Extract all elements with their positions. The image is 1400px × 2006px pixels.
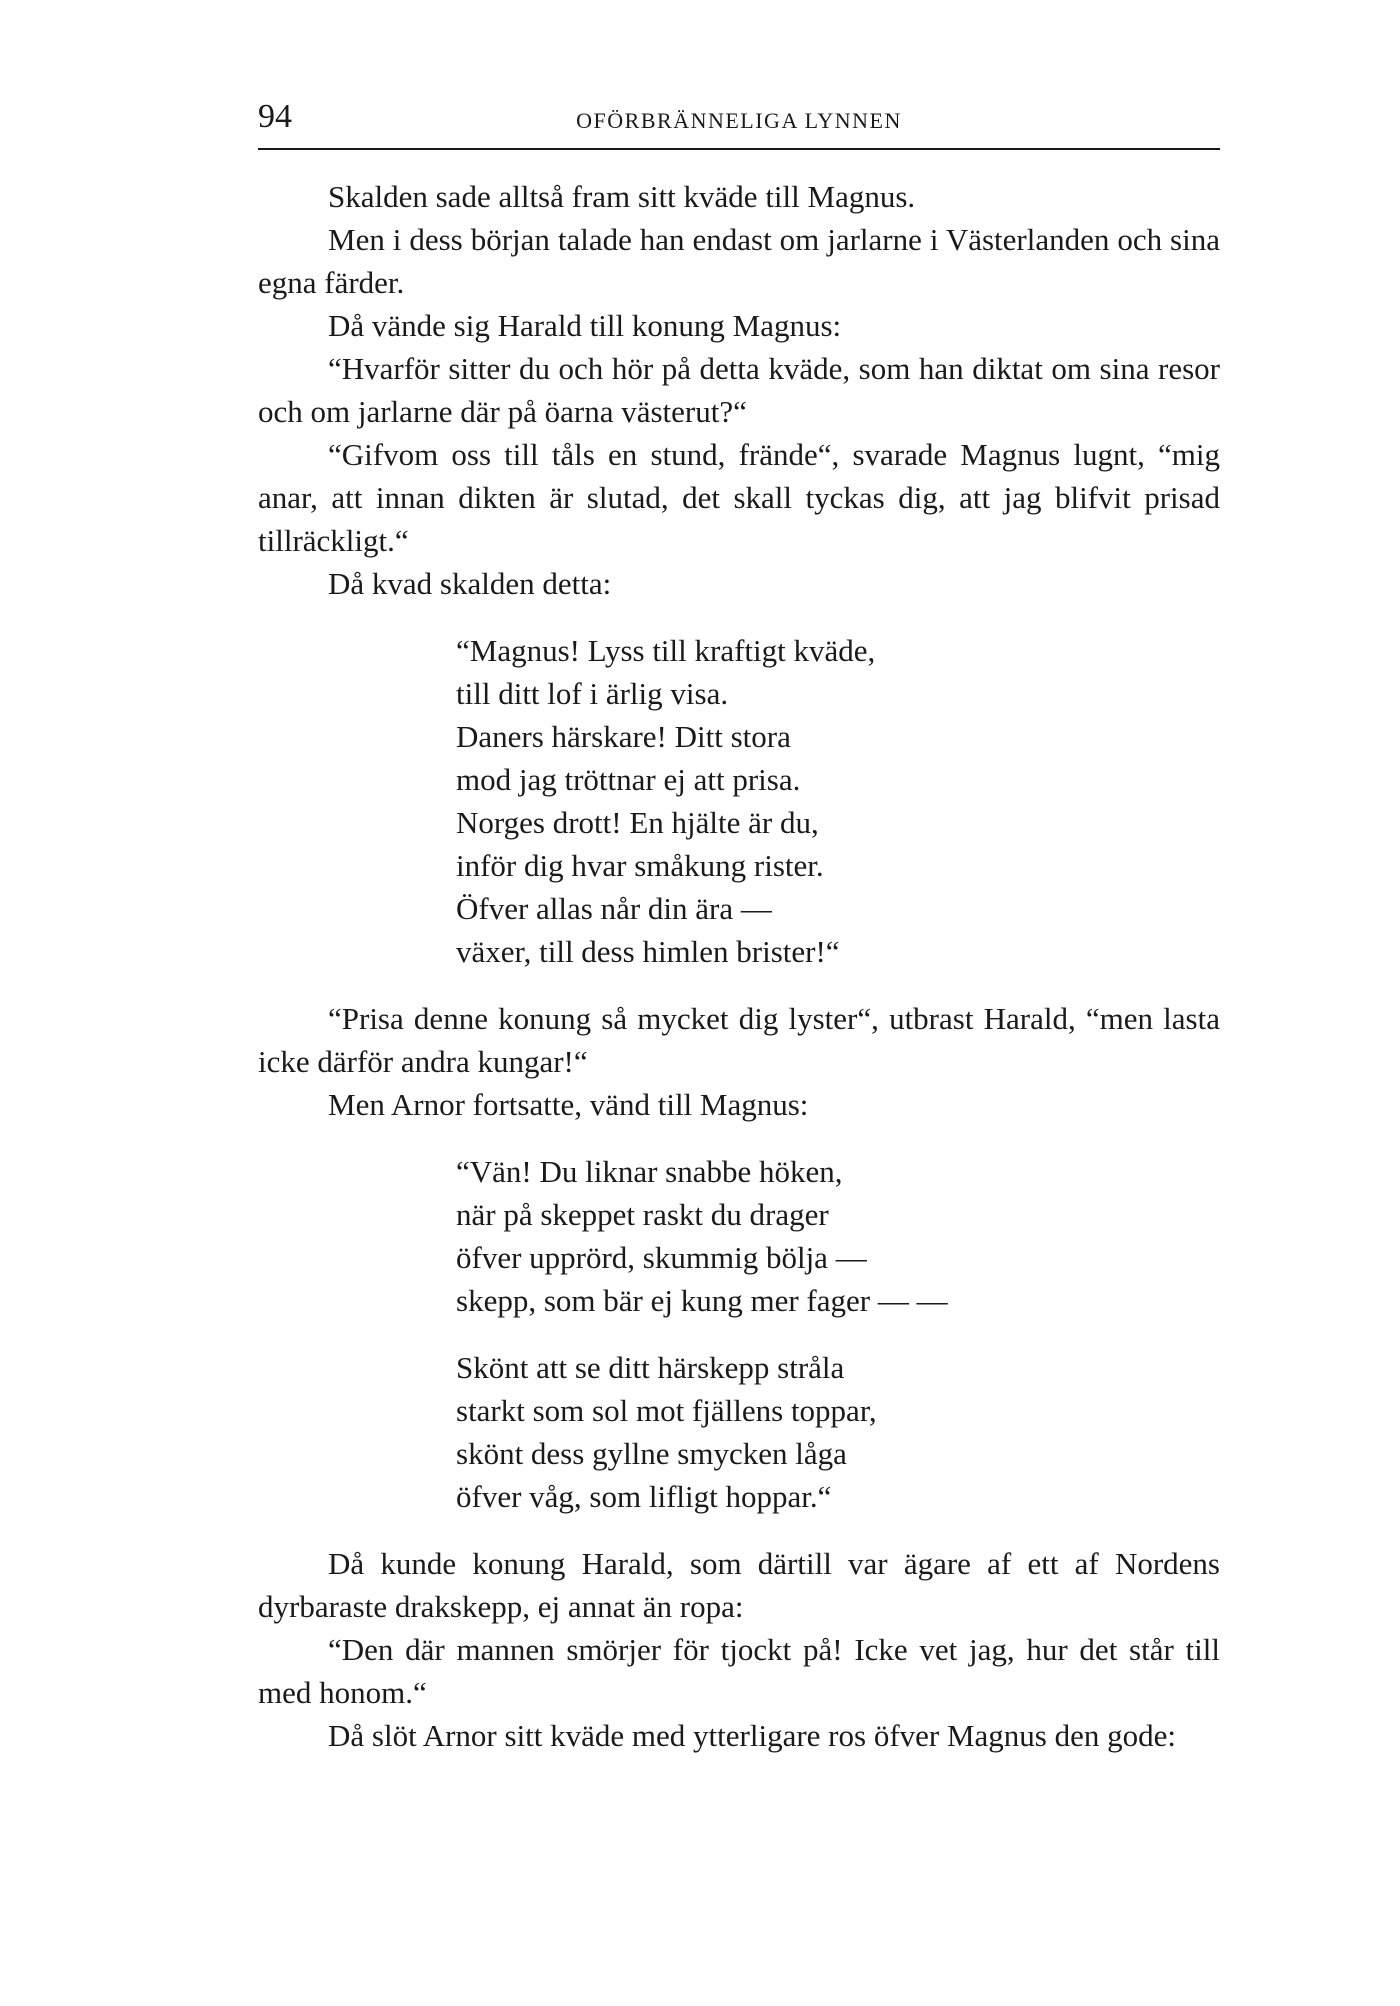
stanza <box>456 629 1220 973</box>
body-text <box>258 175 1220 1757</box>
paragraph: Men i dess början talade han endast om jarlarne i Västerlanden och sina egna färder. <box>258 222 1220 300</box>
paragraph: Skalden sade alltså fram sitt kväde till Magnus. <box>328 179 916 214</box>
verse-line: skepp, som bär ej kung mer fager — — <box>456 1283 948 1318</box>
verse-line: “Magnus! Lyss till kraftigt kväde, <box>456 633 876 668</box>
paragraph: “Hvarför sitter du och hör på detta kväde, som han diktat om sina resor och om jarlarne där på öarna västerut?“ <box>258 351 1220 429</box>
verse-line: Öfver allas når din ära — <box>456 891 772 926</box>
verse-line: inför dig hvar småkung rister. <box>456 848 824 883</box>
verse-line: mod jag tröttnar ej att prisa. <box>456 762 801 797</box>
poem-magnus <box>456 629 1220 973</box>
verse-line: Norges drott! En hjälte är du, <box>456 805 819 840</box>
paragraph: Men Arnor fortsatte, vänd till Magnus: <box>328 1087 809 1122</box>
verse-line: öfver upprörd, skummig bölja — <box>456 1240 867 1275</box>
verse-line: “Vän! Du liknar snabbe höken, <box>456 1154 843 1189</box>
paragraph: Då kvad skalden detta: <box>328 566 612 601</box>
verse-line: Skönt att se ditt härskepp stråla <box>456 1350 845 1385</box>
paragraph: Då vände sig Harald till konung Magnus: <box>328 308 842 343</box>
paragraph: Då kunde konung Harald, som därtill var ägare af ett af Nordens dyrbaraste drakskepp, ej annat än ropa: <box>258 1546 1220 1624</box>
verse-line: öfver våg, som lifligt hoppar.“ <box>456 1479 832 1514</box>
verse-line: starkt som sol mot fjällens toppar, <box>456 1393 877 1428</box>
stanza <box>456 1150 1220 1322</box>
verse-line: Daners härskare! Ditt stora <box>456 719 791 754</box>
paragraph: “Prisa denne konung så mycket dig lyster“, utbrast Harald, “men lasta icke därför andra kungar!“ <box>258 1001 1220 1079</box>
verse-line: till ditt lof i ärlig visa. <box>456 676 729 711</box>
running-title: OFÖRBRÄNNELIGA LYNNEN <box>576 108 902 133</box>
paragraph: Då slöt Arnor sitt kväde med ytterligare ros öfver Magnus den gode: <box>328 1718 1176 1753</box>
stanza <box>456 1346 1220 1518</box>
verse-line: när på skeppet raskt du drager <box>456 1197 829 1232</box>
verse-line: växer, till dess himlen brister!“ <box>456 934 840 969</box>
paragraph: “Gifvom oss till tåls en stund, frände“, svarade Magnus lugnt, “mig anar, att innan dikten är slutad, det skall tyckas dig, att jag blifvit prisad tillräckligt.“ <box>258 437 1220 558</box>
poem-arnor <box>456 1150 1220 1518</box>
page-number: 94 <box>258 98 292 135</box>
page-header <box>258 98 1220 150</box>
verse-line: skönt dess gyllne smycken låga <box>456 1436 847 1471</box>
paragraph: “Den där mannen smörjer för tjockt på! Icke vet jag, hur det står till med honom.“ <box>258 1632 1220 1710</box>
